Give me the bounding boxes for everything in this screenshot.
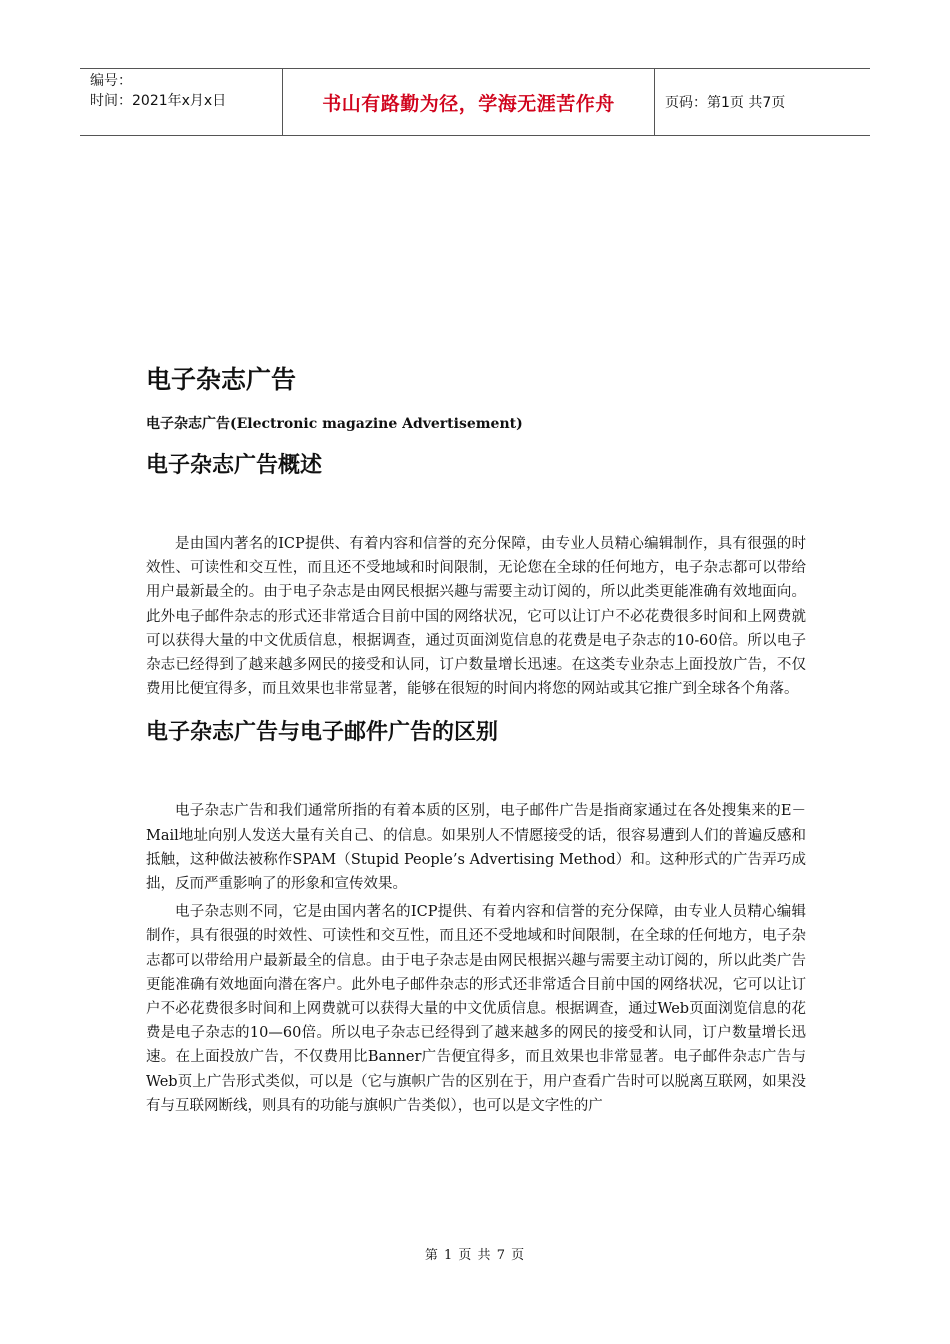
paragraph: 是由国内著名的ICP提供、有着内容和信誉的充分保障，由专业人员精心编辑制作，具有很强的时效性、可读性和交互性，而且还不受地域和时间限制，无论您在全球的任何地方，电子杂志都可以带给用户最新最全的。由于电子杂志是由网民根据兴趣与需要主动订阅的，所以此类更能准确有效地面向。此外电子邮件杂志的形式还非常适合目前中国的网络状况，它可以让订户不必花费很多时间和上网费就可以获得大量的中文优质信息，根据调查，通过页面浏览信息的花费是电子杂志的10-60倍。所以电子杂志已经得到了越来越多网民的接受和认同，订户数量增长迅速。在这类专业杂志上面投放广告，不仅费用比便宜得多，而且效果也非常显著，能够在很短的时间内将您的网站或其它推广到全球各个角落。 — [146, 536, 806, 698]
page-header — [80, 68, 870, 136]
section-heading-overview: 电子杂志广告概述 — [146, 453, 323, 478]
page-footer: 第 1 页 共 7 页 — [424, 1248, 526, 1263]
document-number-label: 编号： — [90, 73, 132, 89]
document-body — [146, 360, 806, 1118]
paragraph: 电子杂志则不同，它是由国内著名的ICP提供、有着内容和信誉的充分保障，由专业人员精心编辑制作，具有很强的时效性、可读性和交互性，而且还不受地域和时间限制，在全球的任何地方，电子杂志都可以带给用户最新最全的信息。由于电子杂志是由网民根据兴趣与需要主动订阅的，所以此类广告更能准确有效地面向潜在客户。此外电子邮件杂志的形式还非常适合目前中国的网络状况，它可以让订户不必花费很多时间和上网费就可以获得大量的中文优质信息。根据调查，通过Web页面浏览信息的花费是电子杂志的10—60倍。所以电子杂志已经得到了越来越多的网民的接受和认同，订户数量增长迅速。在上面投放广告，不仅费用比Banner广告便宜得多，而且效果也非常显著。电子邮件杂志广告与Web页上广告形式类似，可以是（它与旗帜广告的区别在于，用户查看广告时可以脱离互联网，如果没有与互联网断线，则具有的功能与旗帜广告类似），也可以是文字性的广 — [146, 904, 806, 1114]
header-motto: 书山有路勤为径，学海无涯苦作舟 — [322, 92, 615, 115]
header-meta — [80, 69, 282, 135]
document-subtitle: 电子杂志广告(Electronic magazine Advertisement) — [146, 416, 523, 432]
document-date: 时间：2021年x月x日 — [90, 93, 227, 109]
document-title: 电子杂志广告 — [146, 365, 297, 394]
spacer — [146, 751, 806, 799]
page-info-text: 页码：第1页 共7页 — [665, 95, 786, 111]
section-heading-difference: 电子杂志广告与电子邮件广告的区别 — [146, 720, 499, 746]
spacer — [146, 484, 806, 532]
header-motto-cell — [282, 69, 655, 135]
paragraph: 电子杂志广告和我们通常所指的有着本质的区别，电子邮件广告是指商家通过在各处搜集来的E－Mail地址向别人发送大量有关自己、的信息。如果别人不情愿接受的话，很容易遭到人们的普遍反感和抵触，这种做法被称作SPAM（Stupid People’s Advertising Method）和。这种形式的广告弄巧成拙，反而严重影响了的形象和宣传效果。 — [146, 803, 806, 893]
header-page-info — [655, 69, 870, 135]
